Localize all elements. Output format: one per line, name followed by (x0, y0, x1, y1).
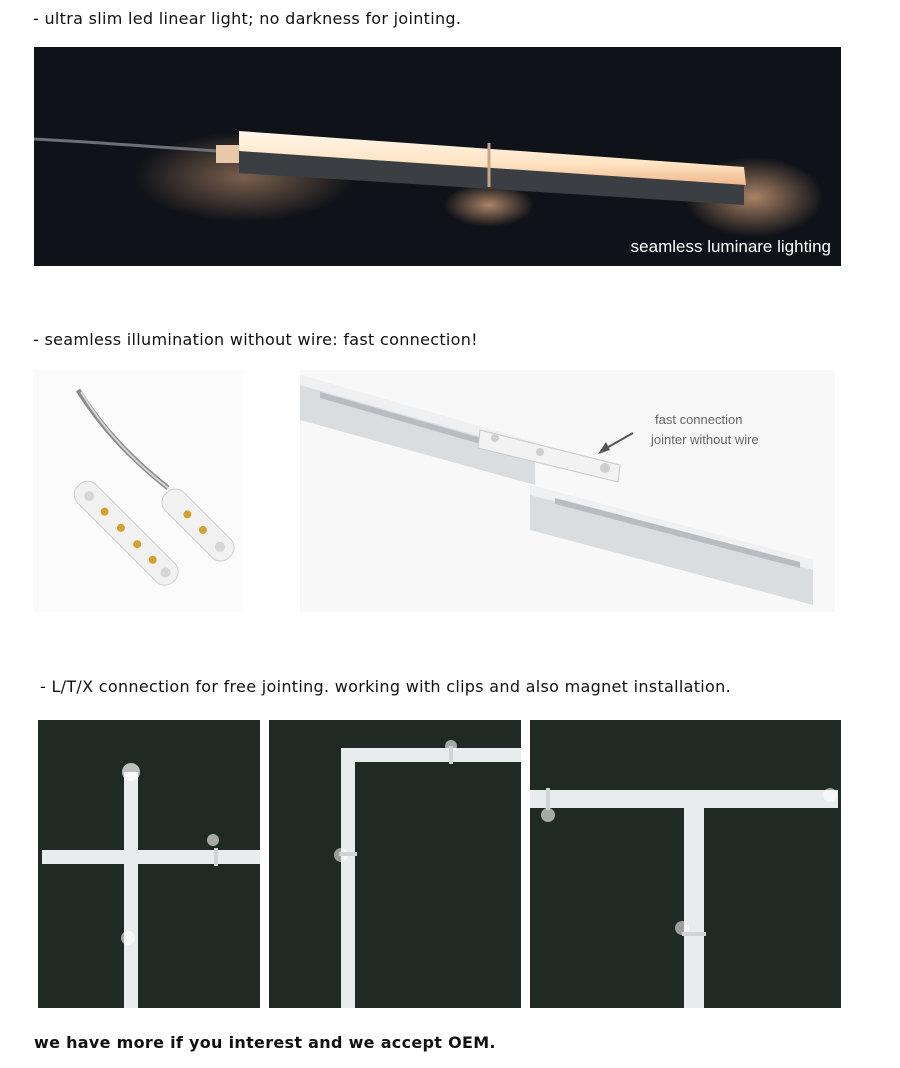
annotation-line-1: fast connection (655, 412, 743, 427)
section-2-caption: - seamless illumination without wire: fast connection! (33, 330, 478, 349)
connector-photo (33, 370, 243, 612)
jointer-photo (300, 370, 835, 612)
linear-light-photo (34, 47, 841, 266)
t-connection-photo (530, 720, 841, 1008)
footer-text: we have more if you interest and we accept OEM. (34, 1033, 496, 1052)
image-label: seamless luminare lighting (630, 237, 831, 256)
section-3-caption: - L/T/X connection for free jointing. working with clips and also magnet installation. (40, 677, 731, 696)
l-connection-photo (269, 720, 521, 1008)
section-1-caption: - ultra slim led linear light; no darkness for jointing. (33, 9, 462, 28)
annotation-line-2: jointer without wire (651, 432, 759, 447)
x-connection-photo (38, 720, 260, 1008)
